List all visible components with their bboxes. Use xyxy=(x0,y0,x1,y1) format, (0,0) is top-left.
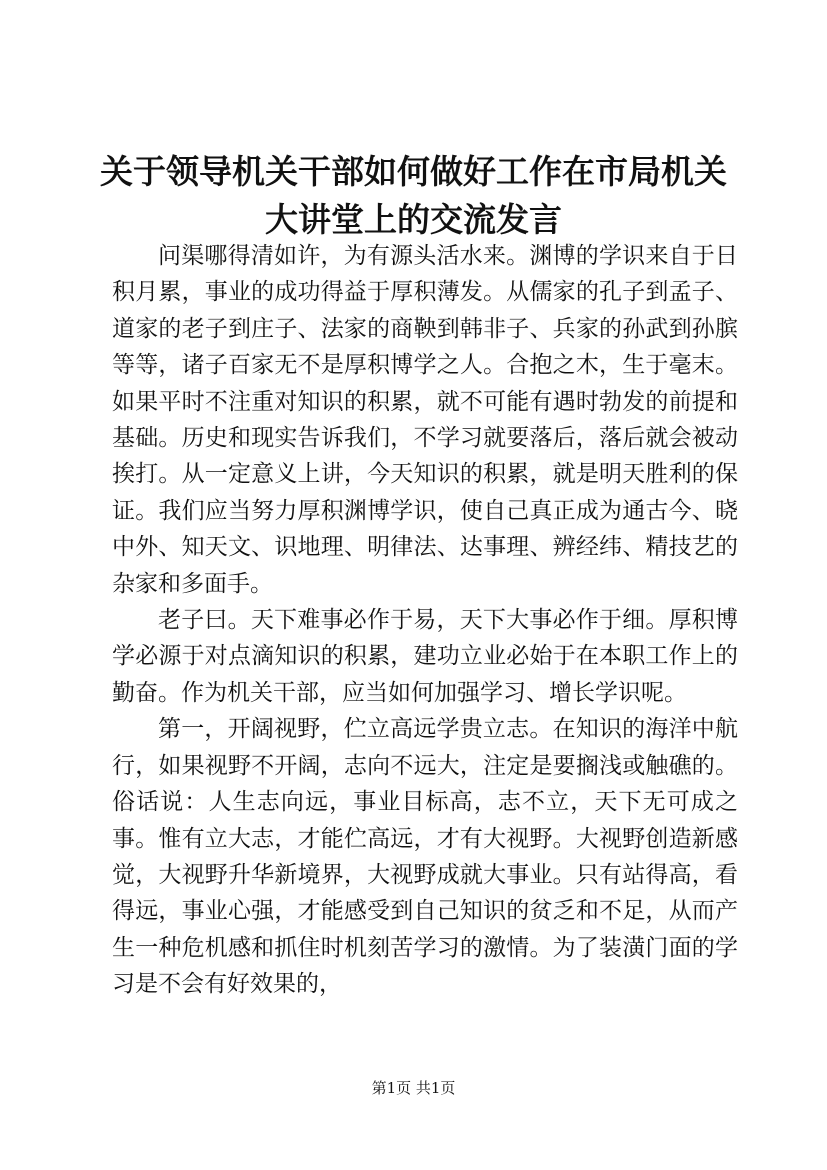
document-title: 关于领导机关干部如何做好工作在市局机关大讲堂上的交流发言 xyxy=(100,152,727,239)
paragraph-1: 问渠哪得清如许，为有源头活水来。渊博的学识来自于日积月累，事业的成功得益于厚积薄发。从儒家的孔子到孟子、道家的老子到庄子、法家的商鞅到韩非子、兵家的孙武到孙膑等等，诸子百家无不是厚积博学之人。合抱之木，生于毫末。如果平时不注重对知识的积累，就不可能有遇时勃发的前提和基础。历史和现实告诉我们，不学习就要落后，落后就会被动挨打。从一定意义上讲，今天知识的积累，就是明天胜利的保证。我们应当努力厚积渊博学识，使自己真正成为通古今、晓中外、知天文、识地理、明律法、达事理、辨经纬、精技艺的杂家和多面手。 xyxy=(112,243,738,597)
paragraph-2: 老子曰。天下难事必作于易，天下大事必作于细。厚积博学必源于对点滴知识的积累，建功立业必始于在本职工作上的勤奋。作为机关干部，应当如何加强学习、增长学识呢。 xyxy=(112,607,738,706)
paragraph-3: 第一，开阔视野，伫立高远学贵立志。在知识的海洋中航行，如果视野不开阔，志向不远大，注定是要搁浅或触礁的。俗话说：人生志向远，事业目标高，志不立，天下无可成之事。惟有立大志，才能伫高远，才有大视野。大视野创造新感觉，大视野升华新境界，大视野成就大事业。只有站得高，看得远，事业心强，才能感受到自己知识的贫乏和不足，从而产生一种危机感和抓住时机刻苦学习的激情。为了装潢门面的学习是不会有好效果的， xyxy=(112,716,738,998)
document-body xyxy=(112,238,738,1003)
page-number-footer: 第1页 共1页 xyxy=(371,1079,456,1097)
